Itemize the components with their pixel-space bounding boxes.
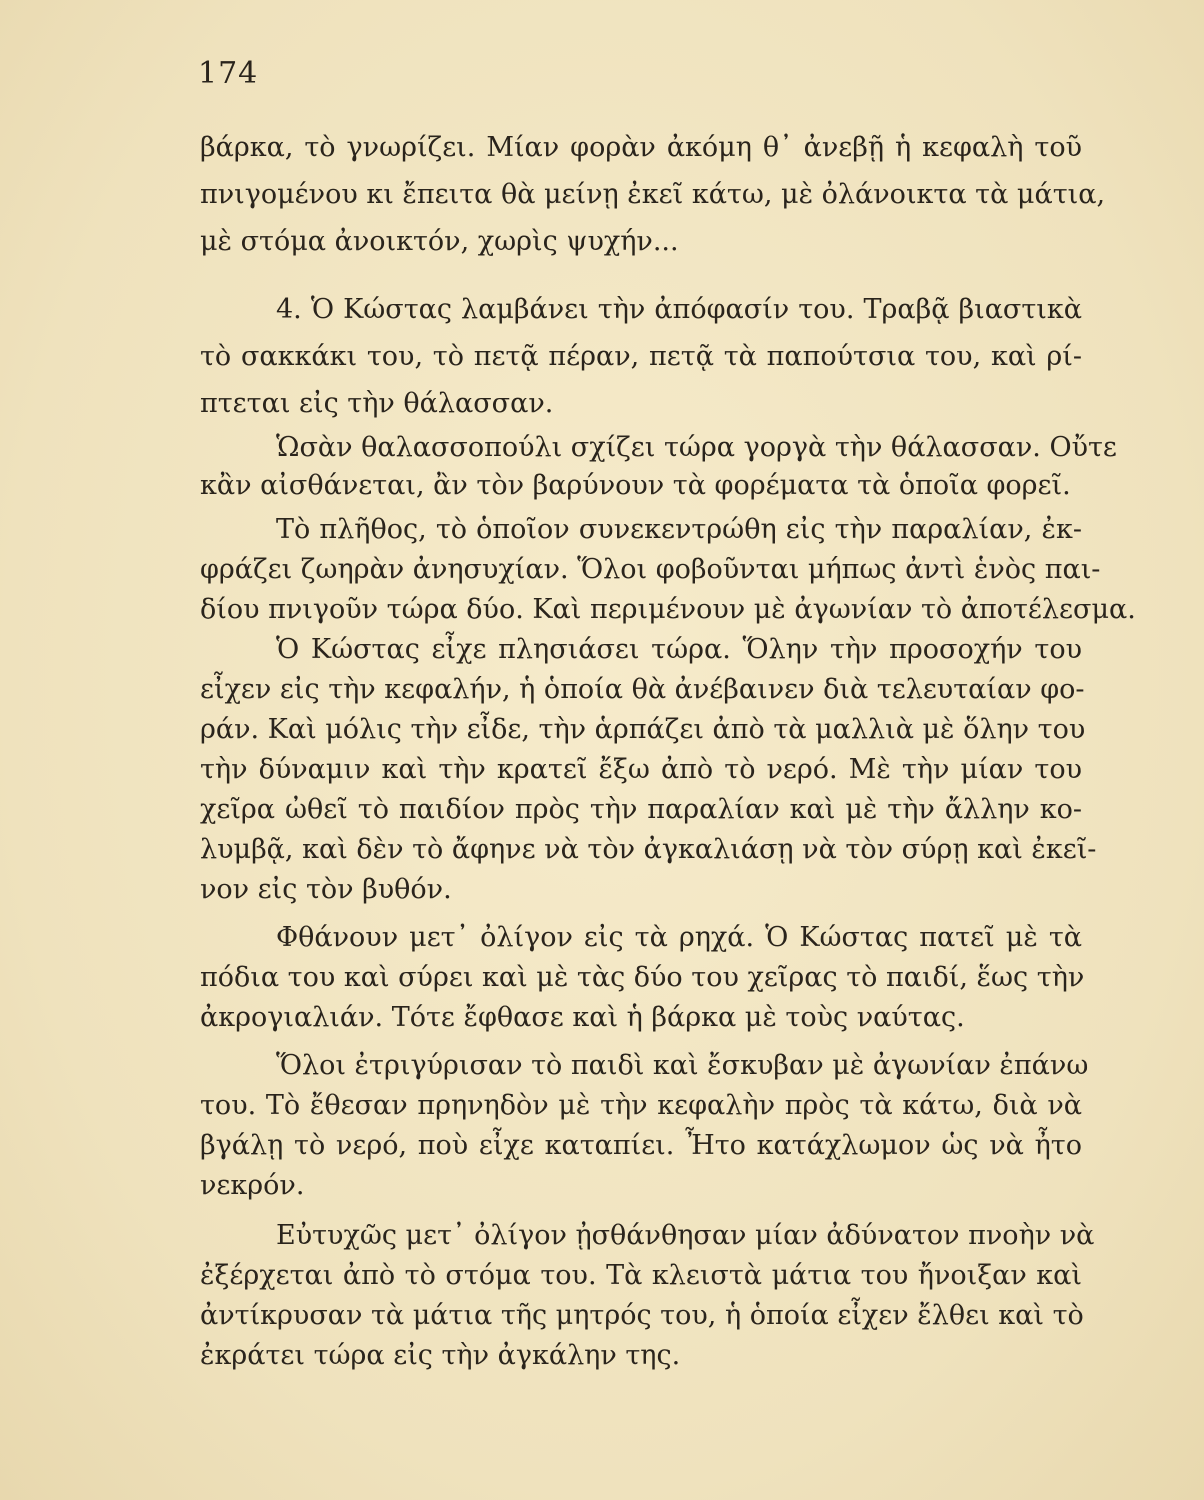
text-line: νεκρόν. <box>200 1170 305 1201</box>
text-line: Τὸ πλῆθος, τὸ ὁποῖον συνεκεντρώθη εἰς τὴν παραλίαν, ἐκ- <box>276 514 1082 545</box>
text-line: χεῖρα ὠθεῖ τὸ παιδίον πρὸς τὴν παραλίαν καὶ μὲ τὴν ἄλλην κο- <box>200 794 1082 825</box>
text-line: δίου πνιγοῦν τώρα δύο. Καὶ περιμένουν μὲ ἀγωνίαν τὸ ἀποτέλεσμα. <box>200 594 1136 625</box>
text-line: νον εἰς τὸν βυθόν. <box>200 874 452 905</box>
page-number: 174 <box>198 56 259 91</box>
text-line: βάρκα, τὸ γνωρίζει. Μίαν φορὰν ἀκόμη θ᾿ ἀνεβῇ ἡ κεφαλὴ τοῦ <box>200 132 1082 163</box>
text-line: Ὁ Κώστας εἶχε πλησιάσει τώρα. Ὅλην τὴν προσοχήν του <box>276 634 1082 665</box>
text-line: ἐξέρχεται ἀπὸ τὸ στόμα του. Τὰ κλειστὰ μάτια του ἤνοιξαν καὶ <box>200 1260 1082 1291</box>
text-line: Εὐτυχῶς μετ᾿ ὀλίγον ᾐσθάνθησαν μίαν ἀδύνατον πνοὴν νὰ <box>276 1220 1095 1251</box>
text-line: ἀκρογιαλιάν. Τότε ἔφθασε καὶ ἡ βάρκα μὲ τοὺς ναύτας. <box>200 1002 965 1033</box>
text-line: πνιγομένου κι ἔπειτα θὰ μείνῃ ἐκεῖ κάτω, μὲ ὀλάνοικτα τὰ μάτια, <box>200 179 1106 210</box>
text-line: Ὡσὰν θαλασσοπούλι σχίζει τώρα γοργὰ τὴν θάλασσαν. Οὔτε <box>276 432 1117 463</box>
text-line: πόδια του καὶ σύρει καὶ μὲ τὰς δύο του χεῖρας τὸ παιδί, ἕως τὴν <box>200 962 1085 993</box>
text-line: ἐκράτει τώρα εἰς τὴν ἀγκάλην της. <box>200 1340 681 1371</box>
text-line: εἶχεν εἰς τὴν κεφαλήν, ἡ ὁποία θὰ ἀνέβαινεν διὰ τελευταίαν φο- <box>200 674 1085 705</box>
text-line: κἂν αἰσθάνεται, ἂν τὸν βαρύνουν τὰ φορέματα τὰ ὁποῖα φορεῖ. <box>200 470 1071 501</box>
text-line: τὸ σακκάκι του, τὸ πετᾷ πέραν, πετᾷ τὰ παπούτσια του, καὶ ρί- <box>200 341 1082 372</box>
text-line: 4. Ὁ Κώστας λαμβάνει τὴν ἀπόφασίν του. Τραβᾷ βιαστικὰ <box>276 294 1082 325</box>
text-line: Φθάνουν μετ᾿ ὀλίγον εἰς τὰ ρηχά. Ὁ Κώστας πατεῖ μὲ τὰ <box>276 922 1082 953</box>
text-line: ἀντίκρυσαν τὰ μάτια τῆς μητρός του, ἡ ὁποία εἶχεν ἔλθει καὶ τὸ <box>200 1300 1084 1331</box>
text-line: λυμβᾷ, καὶ δὲν τὸ ἄφηνε νὰ τὸν ἀγκαλιάσῃ νὰ τὸν σύρῃ καὶ ἐκεῖ- <box>200 834 1097 865</box>
text-line: του. Τὸ ἔθεσαν πρηνηδὸν μὲ τὴν κεφαλὴν πρὸς τὰ κάτω, διὰ νὰ <box>200 1090 1082 1121</box>
text-line: Ὅλοι ἐτριγύρισαν τὸ παιδὶ καὶ ἔσκυβαν μὲ ἀγωνίαν ἐπάνω <box>276 1050 1089 1081</box>
text-line: πτεται εἰς τὴν θάλασσαν. <box>200 388 554 419</box>
text-line: μὲ στόμα ἀνοικτόν, χωρὶς ψυχήν... <box>200 226 679 257</box>
text-line: τὴν δύναμιν καὶ τὴν κρατεῖ ἔξω ἀπὸ τὸ νερό. Μὲ τὴν μίαν του <box>200 754 1082 785</box>
text-line: φράζει ζωηρὰν ἀνησυχίαν. Ὅλοι φοβοῦνται μήπως ἀντὶ ἑνὸς παι- <box>200 554 1101 585</box>
text-line: ράν. Καὶ μόλις τὴν εἶδε, τὴν ἁρπάζει ἀπὸ τὰ μαλλιὰ μὲ ὅλην του <box>200 714 1086 745</box>
text-line: βγάλῃ τὸ νερό, ποὺ εἶχε καταπίει. Ἦτο κατάχλωμον ὡς νὰ ἦτο <box>200 1130 1082 1161</box>
